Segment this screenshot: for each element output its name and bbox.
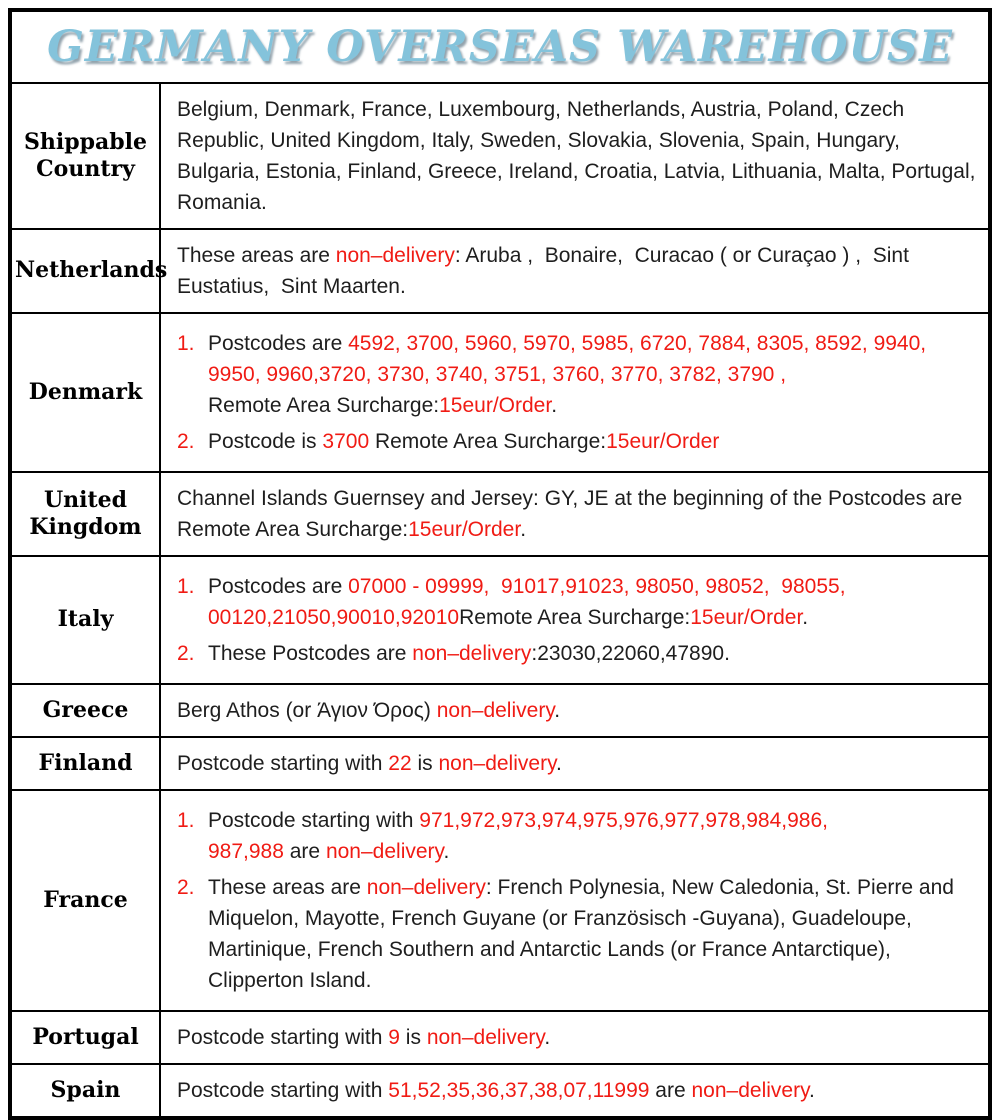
numbered-item (177, 426, 978, 457)
text-paragraph (177, 483, 978, 545)
text-segment: Belgium, Denmark, France, Luxembourg, Netherlands, Austria, Poland, Czech Republic, United Kingdom, Italy, Sweden, Slovakia, Slovenia, Spain, Hungary, Bulgaria, Estonia, Finland, Greece, Ireland, Croatia, Latvia, Lithuania, Malta, Portugal, Romania. (177, 98, 976, 214)
row-content (160, 229, 990, 313)
table-row (10, 684, 990, 737)
numbered-item (177, 638, 978, 669)
item-number: 1. (177, 332, 195, 355)
highlight-text: non–delivery (412, 642, 532, 665)
text-segment: These areas are (208, 876, 367, 899)
text-segment: are (649, 1079, 692, 1102)
row-label: Finland (10, 737, 160, 790)
highlight-text: non–delivery (335, 244, 455, 267)
table-row (10, 472, 990, 556)
text-segment: Remote Area Surcharge: (459, 606, 691, 629)
text-segment: are (283, 840, 326, 863)
item-text (208, 328, 978, 421)
highlight-text: 00120,21050,90010,92010 (208, 606, 460, 629)
row-label: Portugal (10, 1011, 160, 1064)
text-segment: Berg Athos (or Άγιον Όρος) (177, 699, 437, 722)
text-segment: These areas are (177, 244, 336, 267)
highlight-text: non–delivery (366, 876, 486, 899)
shipping-info-table (8, 8, 992, 1120)
text-segment: . (520, 518, 527, 541)
row-content (160, 1064, 990, 1118)
text-segment: . (556, 752, 562, 775)
text-segment: Postcode starting with (177, 752, 389, 775)
row-content (160, 556, 990, 684)
text-paragraph (177, 748, 978, 779)
row-content (160, 684, 990, 737)
text-paragraph (177, 1075, 978, 1106)
text-segment: : Aruba , Bonaire, Curacao ( or Curaçao ) , Sint Eustatius, Sint Maarten. (177, 244, 909, 298)
highlight-text: non–delivery (691, 1079, 810, 1102)
row-content (160, 737, 990, 790)
row-label: Greece (10, 684, 160, 737)
highlight-text: non–delivery (436, 699, 555, 722)
highlight-text: 51,52,35,36,37,38,07,11999 (388, 1079, 650, 1102)
highlight-text: 3700 (322, 430, 370, 453)
highlight-text: non–delivery (438, 752, 557, 775)
numbered-item (177, 805, 978, 867)
text-segment: Postcode is (208, 430, 323, 453)
numbered-item (177, 872, 978, 996)
numbered-item (177, 571, 978, 633)
highlight-text: 15eur/Order (690, 606, 803, 629)
row-label: Denmark (10, 313, 160, 472)
text-segment: . (809, 1079, 815, 1102)
text-segment: Remote Area Surcharge: (208, 394, 440, 417)
text-segment: . (551, 394, 558, 417)
row-label: Netherlands (10, 229, 160, 313)
text-segment: Remote Area Surcharge: (369, 430, 607, 453)
text-segment: . (443, 840, 450, 863)
text-segment: . (802, 606, 809, 629)
text-segment: :23030,22060,47890. (531, 642, 730, 665)
table-row (10, 229, 990, 313)
highlight-text: 15eur/Order (439, 394, 552, 417)
table-row (10, 556, 990, 684)
item-text (208, 571, 978, 633)
numbered-item (177, 328, 978, 421)
text-segment: Channel Islands Guernsey and Jersey: GY, JE at the beginning of the Postcodes are Remote Area Surcharge: (177, 487, 963, 541)
text-paragraph (177, 94, 978, 218)
row-label: Italy (10, 556, 160, 684)
item-text (208, 872, 978, 996)
row-content (160, 790, 990, 1011)
highlight-text: 22 (388, 752, 412, 775)
text-segment: is (399, 1026, 427, 1049)
text-segment: is (411, 752, 439, 775)
highlight-text: 9 (388, 1026, 400, 1049)
text-segment: . (544, 1026, 551, 1049)
text-paragraph (177, 1022, 978, 1053)
text-segment: Postcodes are (208, 575, 349, 598)
row-label: United Kingdom (10, 472, 160, 556)
item-text (208, 426, 978, 457)
text-segment: : French Polynesia, New Caledonia, St. Pierre and Miquelon, Mayotte, French Guyane (or Französisch -Guyana), Guadeloupe, Martinique, French Southern and Antarctic Lands (or France Antarctique), Clipperton Island. (208, 876, 954, 992)
table-row (10, 790, 990, 1011)
highlight-text: non–delivery (325, 840, 444, 863)
table-body (10, 83, 990, 1118)
table-row (10, 313, 990, 472)
page-title: GERMANY OVERSEAS WAREHOUSE (10, 10, 990, 83)
item-text (208, 638, 978, 669)
table-row (10, 737, 990, 790)
highlight-text: 987,988 (208, 840, 284, 863)
row-content (160, 83, 990, 229)
highlight-text: 15eur/Order (606, 430, 720, 453)
item-number: 2. (177, 642, 195, 665)
item-number: 1. (177, 575, 195, 598)
highlight-text: 15eur/Order (408, 518, 521, 541)
text-segment: Postcodes are (208, 332, 349, 355)
table-row (10, 1011, 990, 1064)
title-row (10, 10, 990, 83)
highlight-text: non–delivery (426, 1026, 545, 1049)
row-label: France (10, 790, 160, 1011)
text-segment: Postcode starting with (177, 1079, 389, 1102)
row-label: Shippable Country (10, 83, 160, 229)
row-label: Spain (10, 1064, 160, 1118)
highlight-text: 4592, 3700, 5960, 5970, 5985, 6720, 7884, 8305, 8592, 9940, 9950, 9960,3720, 3730, 3740, 3751, 3760, 3770, 3782, 3790 , (208, 332, 927, 386)
text-segment: Postcode starting with (208, 809, 420, 832)
item-text (208, 805, 978, 867)
item-number: 2. (177, 876, 195, 899)
text-segment: . (554, 699, 561, 722)
table-row (10, 83, 990, 229)
table-row (10, 1064, 990, 1118)
row-content (160, 1011, 990, 1064)
row-content (160, 472, 990, 556)
highlight-text: 971,972,973,974,975,976,977,978,984,986, (419, 809, 829, 832)
text-paragraph (177, 695, 978, 726)
text-segment: These Postcodes are (208, 642, 413, 665)
row-content (160, 313, 990, 472)
item-number: 2. (177, 430, 195, 453)
text-paragraph (177, 240, 978, 302)
text-segment: Postcode starting with (177, 1026, 389, 1049)
highlight-text: 07000 - 09999, 91017,91023, 98050, 98052, 98055, (348, 575, 846, 598)
item-number: 1. (177, 809, 195, 832)
